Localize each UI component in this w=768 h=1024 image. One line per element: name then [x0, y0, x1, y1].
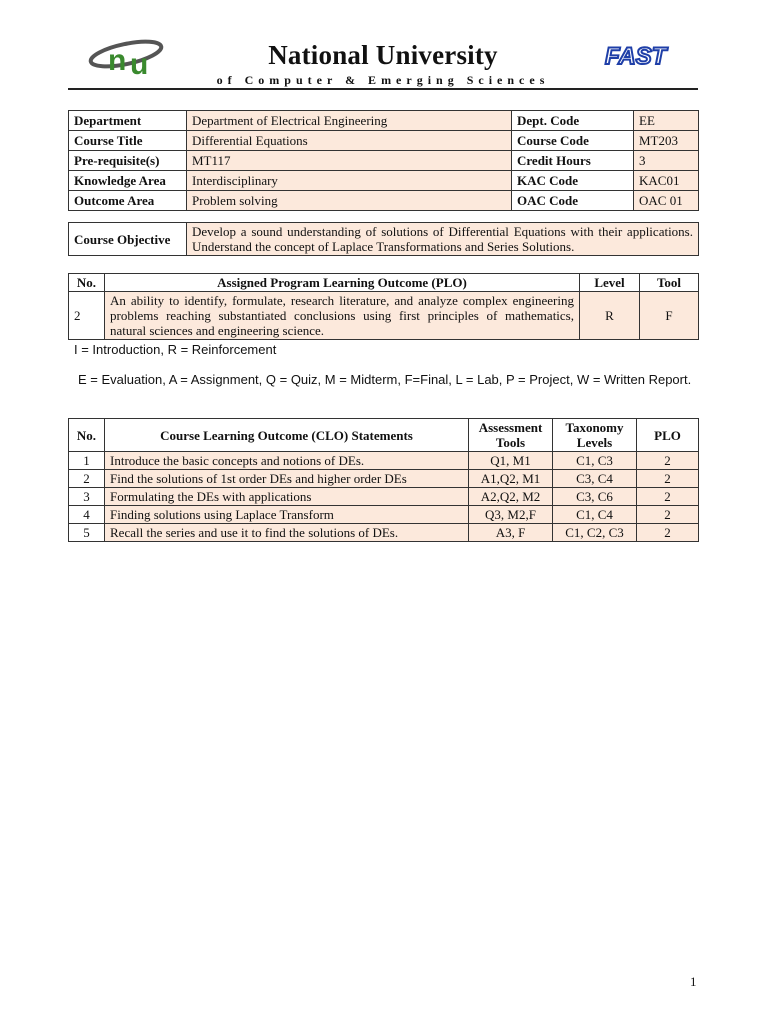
info-value: EE — [634, 111, 699, 131]
info-label: Course Title — [69, 131, 187, 151]
info-label: Pre-requisite(s) — [69, 151, 187, 171]
column-header: Taxonomy Levels — [553, 419, 637, 452]
clo-plo: 2 — [637, 506, 699, 524]
page-header — [68, 30, 698, 90]
clo-text: Formulating the DEs with applications — [105, 488, 469, 506]
svg-text:FAST: FAST — [605, 43, 667, 70]
clo-tools: A1,Q2, M1 — [469, 470, 553, 488]
table-header-row — [69, 419, 699, 452]
clo-tools: A3, F — [469, 524, 553, 542]
clo-plo: 2 — [637, 524, 699, 542]
info-label: Dept. Code — [512, 111, 634, 131]
university-title: National University — [268, 40, 498, 70]
info-value: Problem solving — [187, 191, 512, 211]
clo-text: Finding solutions using Laplace Transform — [105, 506, 469, 524]
column-header: Course Learning Outcome (CLO) Statements — [105, 419, 469, 452]
column-header: Tool — [640, 274, 699, 292]
fast-logo-icon — [603, 40, 667, 70]
clo-number: 4 — [69, 506, 105, 524]
clo-tools: Q3, M2,F — [469, 506, 553, 524]
level-legend: I = Introduction, R = Reinforcement — [74, 342, 277, 357]
course-info-table — [68, 110, 699, 211]
clo-number: 5 — [69, 524, 105, 542]
info-value: MT117 — [187, 151, 512, 171]
info-value: 3 — [634, 151, 699, 171]
plo-tool: F — [640, 292, 699, 340]
clo-taxonomy: C1, C4 — [553, 506, 637, 524]
header-rule — [68, 88, 698, 90]
table-row — [69, 470, 699, 488]
column-header: PLO — [637, 419, 699, 452]
clo-plo: 2 — [637, 452, 699, 470]
clo-number: 2 — [69, 470, 105, 488]
plo-text: An ability to identify, formulate, research literature, and analyze complex engineering problems reaching substantiated conclusions using first principles of mathematics, natural sciences and engineering science. — [105, 292, 580, 340]
clo-text: Introduce the basic concepts and notions of DEs. — [105, 452, 469, 470]
info-value: KAC01 — [634, 171, 699, 191]
table-row — [69, 452, 699, 470]
clo-plo: 2 — [637, 488, 699, 506]
svg-text:u: u — [130, 48, 149, 81]
info-value: MT203 — [634, 131, 699, 151]
course-objective-table — [68, 222, 699, 256]
column-header: No. — [69, 274, 105, 292]
svg-text:n: n — [108, 44, 127, 77]
clo-number: 3 — [69, 488, 105, 506]
table-row — [69, 131, 699, 151]
info-value: Department of Electrical Engineering — [187, 111, 512, 131]
table-row — [69, 488, 699, 506]
table-row — [69, 171, 699, 191]
clo-tools: Q1, M1 — [469, 452, 553, 470]
clo-plo: 2 — [637, 470, 699, 488]
column-header: Assessment Tools — [469, 419, 553, 452]
objective-text: Develop a sound understanding of solutions of Differential Equations with their applications. Understand the concept of Laplace Transformations and Series Solutions. — [187, 223, 699, 256]
info-label: OAC Code — [512, 191, 634, 211]
column-header: Assigned Program Learning Outcome (PLO) — [105, 274, 580, 292]
page-number: 1 — [690, 974, 697, 989]
info-value: Interdisciplinary — [187, 171, 512, 191]
tool-legend: E = Evaluation, A = Assignment, Q = Quiz, M = Midterm, F=Final, L = Lab, P = Project, W = Written Report. — [78, 372, 692, 387]
info-value: OAC 01 — [634, 191, 699, 211]
info-label: Outcome Area — [69, 191, 187, 211]
clo-tools: A2,Q2, M2 — [469, 488, 553, 506]
clo-taxonomy: C3, C4 — [553, 470, 637, 488]
plo-table — [68, 273, 699, 340]
table-row — [69, 506, 699, 524]
clo-taxonomy: C1, C3 — [553, 452, 637, 470]
info-label: Course Code — [512, 131, 634, 151]
plo-number: 2 — [69, 292, 105, 340]
table-row — [69, 111, 699, 131]
table-row — [69, 223, 699, 256]
info-value: Differential Equations — [187, 131, 512, 151]
clo-table — [68, 418, 699, 542]
plo-level: R — [580, 292, 640, 340]
clo-text: Find the solutions of 1st order DEs and higher order DEs — [105, 470, 469, 488]
info-label: Knowledge Area — [69, 171, 187, 191]
column-header: Level — [580, 274, 640, 292]
column-header: No. — [69, 419, 105, 452]
clo-number: 1 — [69, 452, 105, 470]
clo-taxonomy: C1, C2, C3 — [553, 524, 637, 542]
clo-text: Recall the series and use it to find the solutions of DEs. — [105, 524, 469, 542]
table-header-row — [69, 274, 699, 292]
info-label: KAC Code — [512, 171, 634, 191]
table-row — [69, 151, 699, 171]
clo-taxonomy: C3, C6 — [553, 488, 637, 506]
table-row — [69, 191, 699, 211]
table-row — [69, 524, 699, 542]
table-row — [69, 292, 699, 340]
university-subtitle: of Computer & Emerging Sciences — [216, 73, 550, 87]
info-label: Credit Hours — [512, 151, 634, 171]
objective-label: Course Objective — [69, 223, 187, 256]
info-label: Department — [69, 111, 187, 131]
